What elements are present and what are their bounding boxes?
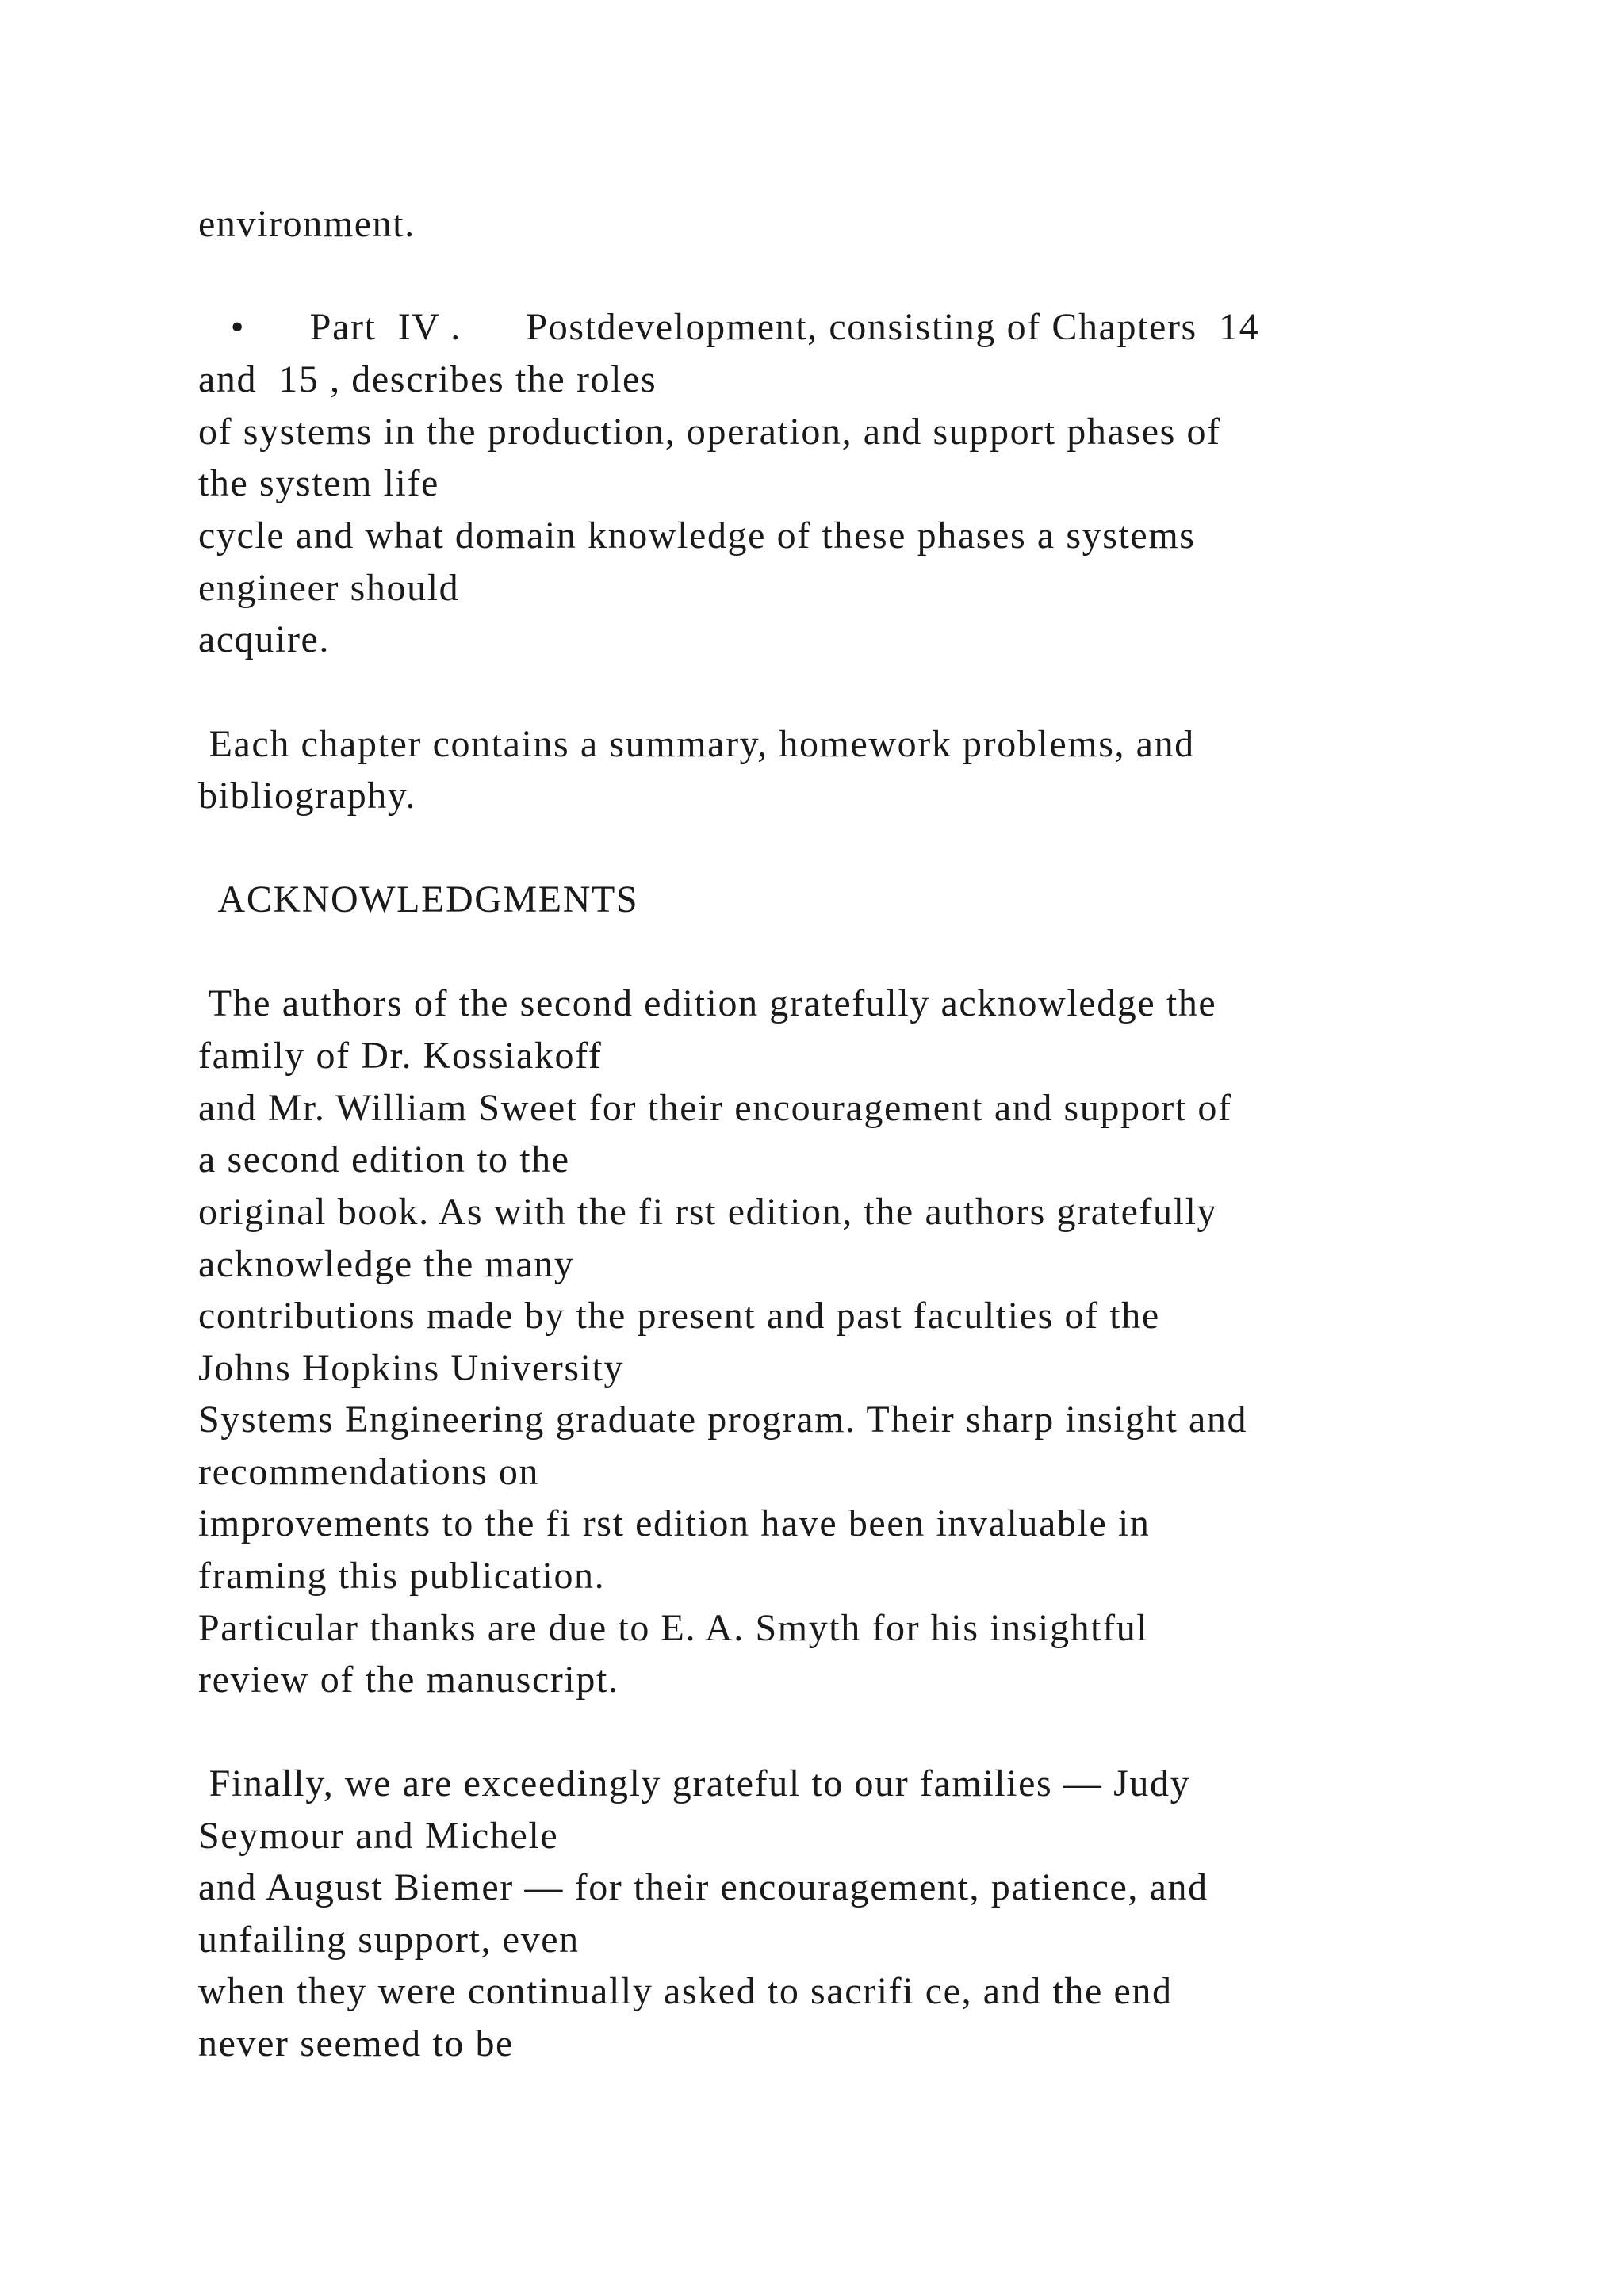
text-line: review of the manuscript. (198, 1659, 619, 1701)
text-line: Seymour and Michele (198, 1815, 559, 1857)
text-line: The authors of the second edition gratefully acknowledge the (198, 982, 1217, 1024)
section-heading: ACKNOWLEDGMENTS (198, 878, 639, 920)
text-line: cycle and what domain knowledge of these phases a systems (198, 515, 1196, 557)
text-line: framing this publication. (198, 1555, 606, 1597)
text-line: contributions made by the present and past faculties of the (198, 1295, 1160, 1337)
text-line: and August Biemer — for their encouragement, patience, and (198, 1866, 1208, 1908)
text-line: bibliography. (198, 775, 416, 817)
text-line: original book. As with the fi rst edition, the authors gratefully (198, 1191, 1218, 1233)
text-line: the system life (198, 462, 439, 504)
text-line: improvements to the fi rst edition have been invaluable in (198, 1502, 1151, 1544)
text-line: environment. (198, 203, 416, 245)
text-line: of systems in the production, operation, and support phases of (198, 411, 1221, 453)
text-line: and 15 , describes the roles (198, 358, 657, 400)
text-line: acknowledge the many (198, 1243, 575, 1285)
text-line: family of Dr. Kossiakoff (198, 1035, 603, 1077)
text-line: never seemed to be (198, 2022, 514, 2064)
text-line: and Mr. William Sweet for their encouragement and support of (198, 1087, 1232, 1129)
text-line: Finally, we are exceedingly grateful to our families — Judy (198, 1762, 1191, 1804)
text-line: Particular thanks are due to E. A. Smyth for his insightful (198, 1607, 1149, 1649)
text-line: unfailing support, even (198, 1919, 580, 1961)
text-line: engineer should (198, 567, 460, 609)
text-line: Each chapter contains a summary, homework problems, and (198, 723, 1195, 765)
text-line: • Part IV . Postdevelopment, consisting of Chapters 14 (198, 306, 1260, 348)
text-line: acquire. (198, 618, 331, 660)
text-line: when they were continually asked to sacrifi ce, and the end (198, 1970, 1173, 2012)
text-line: a second edition to the (198, 1138, 570, 1181)
text-line: Systems Engineering graduate program. Their sharp insight and (198, 1399, 1248, 1441)
text-line: Johns Hopkins University (198, 1347, 625, 1389)
text-line: recommendations on (198, 1451, 540, 1493)
